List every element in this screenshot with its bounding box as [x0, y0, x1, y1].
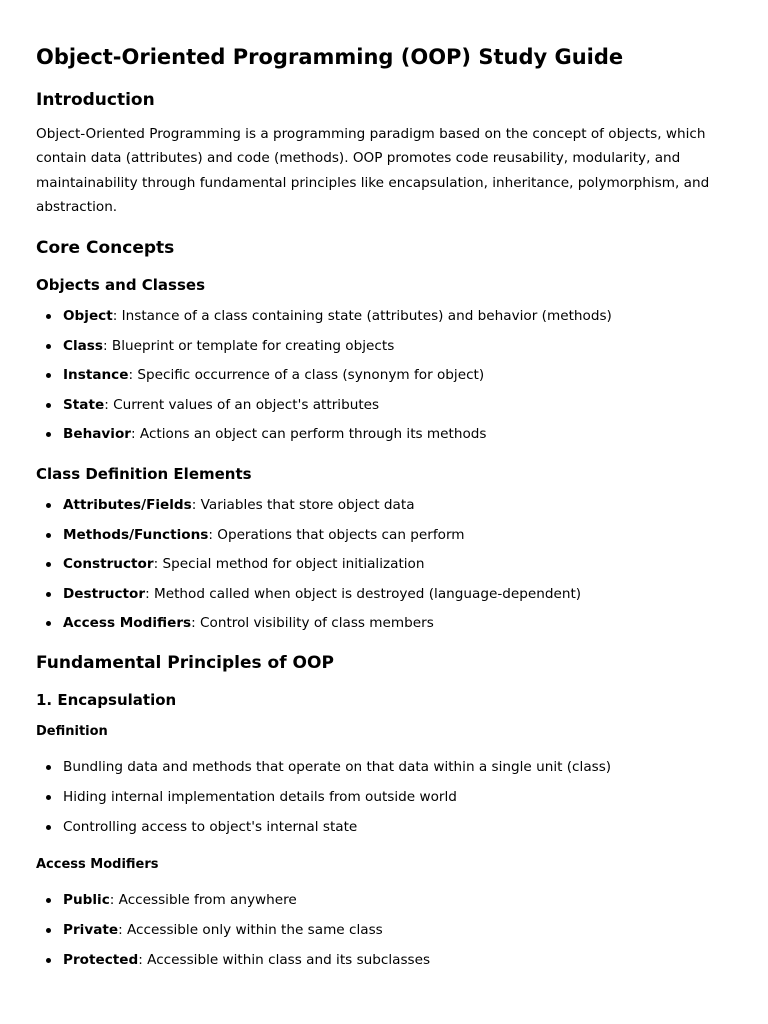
- list-item-description: : Special method for object initialization: [153, 556, 425, 573]
- list-item-term: Access Modifiers: [63, 615, 192, 632]
- list-item-term: Attributes/Fields: [63, 497, 192, 514]
- list-item: Bundling data and methods that operate on that data within a single unit (class): [36, 756, 732, 778]
- list-item-term: State: [63, 396, 105, 413]
- list-item: [36, 524, 732, 546]
- list-item-description: : Accessible only within the same class: [118, 922, 383, 939]
- encapsulation-heading: 1. Encapsulation: [36, 691, 177, 710]
- list-item-description: : Current values of an object's attributes: [104, 396, 380, 413]
- list-item-term: Methods/Functions: [63, 526, 209, 543]
- list-item-description: : Blueprint or template for creating objects: [103, 337, 395, 354]
- list-item: [36, 583, 732, 605]
- introduction-heading: Introduction: [36, 90, 155, 110]
- list-item-term: Public: [63, 892, 110, 909]
- list-item: Hiding internal implementation details from outside world: [36, 786, 732, 808]
- page-title: Object-Oriented Programming (OOP) Study Guide: [36, 45, 624, 69]
- list-item-description: : Actions an object can perform through its methods: [131, 426, 487, 443]
- list-item-description: : Accessible from anywhere: [109, 892, 297, 909]
- introduction-paragraph: Object-Oriented Programming is a programming paradigm based on the concept of objects, which contain data (attributes) and code (methods). OOP promotes code reusability, modularity, and maintainability through fundamental principles like encapsulation, inheritance, polymorphism, and abstraction.: [36, 126, 710, 215]
- list-item-term: Destructor: [63, 585, 146, 602]
- definition-heading: Definition: [36, 724, 108, 740]
- list-item: [36, 494, 732, 516]
- list-item: [36, 553, 732, 575]
- list-item-description: : Variables that store object data: [191, 497, 415, 514]
- list-item: [36, 335, 732, 357]
- principles-heading: Fundamental Principles of OOP: [36, 653, 334, 674]
- list-item: [36, 949, 732, 971]
- list-item-description: : Control visibility of class members: [191, 615, 434, 632]
- list-item-term: Private: [63, 922, 119, 939]
- list-item: [36, 919, 732, 941]
- list-item-description: : Specific occurrence of a class (synonym for object): [128, 367, 485, 384]
- list-item-term: Instance: [63, 367, 129, 384]
- list-item: [36, 423, 732, 445]
- list-item: [36, 889, 732, 911]
- list-item-term: Protected: [63, 952, 139, 969]
- access-modifiers-list: [36, 889, 732, 971]
- list-item-term: Object: [63, 308, 113, 325]
- objects-and-classes-heading: Objects and Classes: [36, 276, 206, 295]
- list-item-description: : Operations that objects can perform: [208, 526, 465, 543]
- list-item-term: Constructor: [63, 556, 154, 573]
- list-item: [36, 364, 732, 386]
- objects-and-classes-list: [36, 305, 732, 445]
- core-concepts-heading: Core Concepts: [36, 238, 175, 259]
- list-item-description: : Accessible within class and its subclasses: [138, 952, 431, 969]
- class-definition-heading: Class Definition Elements: [36, 465, 252, 484]
- definition-list: [36, 756, 732, 838]
- list-item-description: : Method called when object is destroyed (language-dependent): [145, 585, 582, 602]
- list-item: [36, 612, 732, 634]
- list-item-term: Class: [63, 337, 103, 354]
- list-item: [36, 394, 732, 416]
- list-item-term: Behavior: [63, 426, 131, 443]
- list-item-description: : Instance of a class containing state (attributes) and behavior (methods): [112, 308, 612, 325]
- list-item: Controlling access to object's internal state: [36, 816, 732, 838]
- access-modifiers-heading: Access Modifiers: [36, 857, 159, 873]
- class-definition-list: [36, 494, 732, 634]
- list-item: [36, 305, 732, 327]
